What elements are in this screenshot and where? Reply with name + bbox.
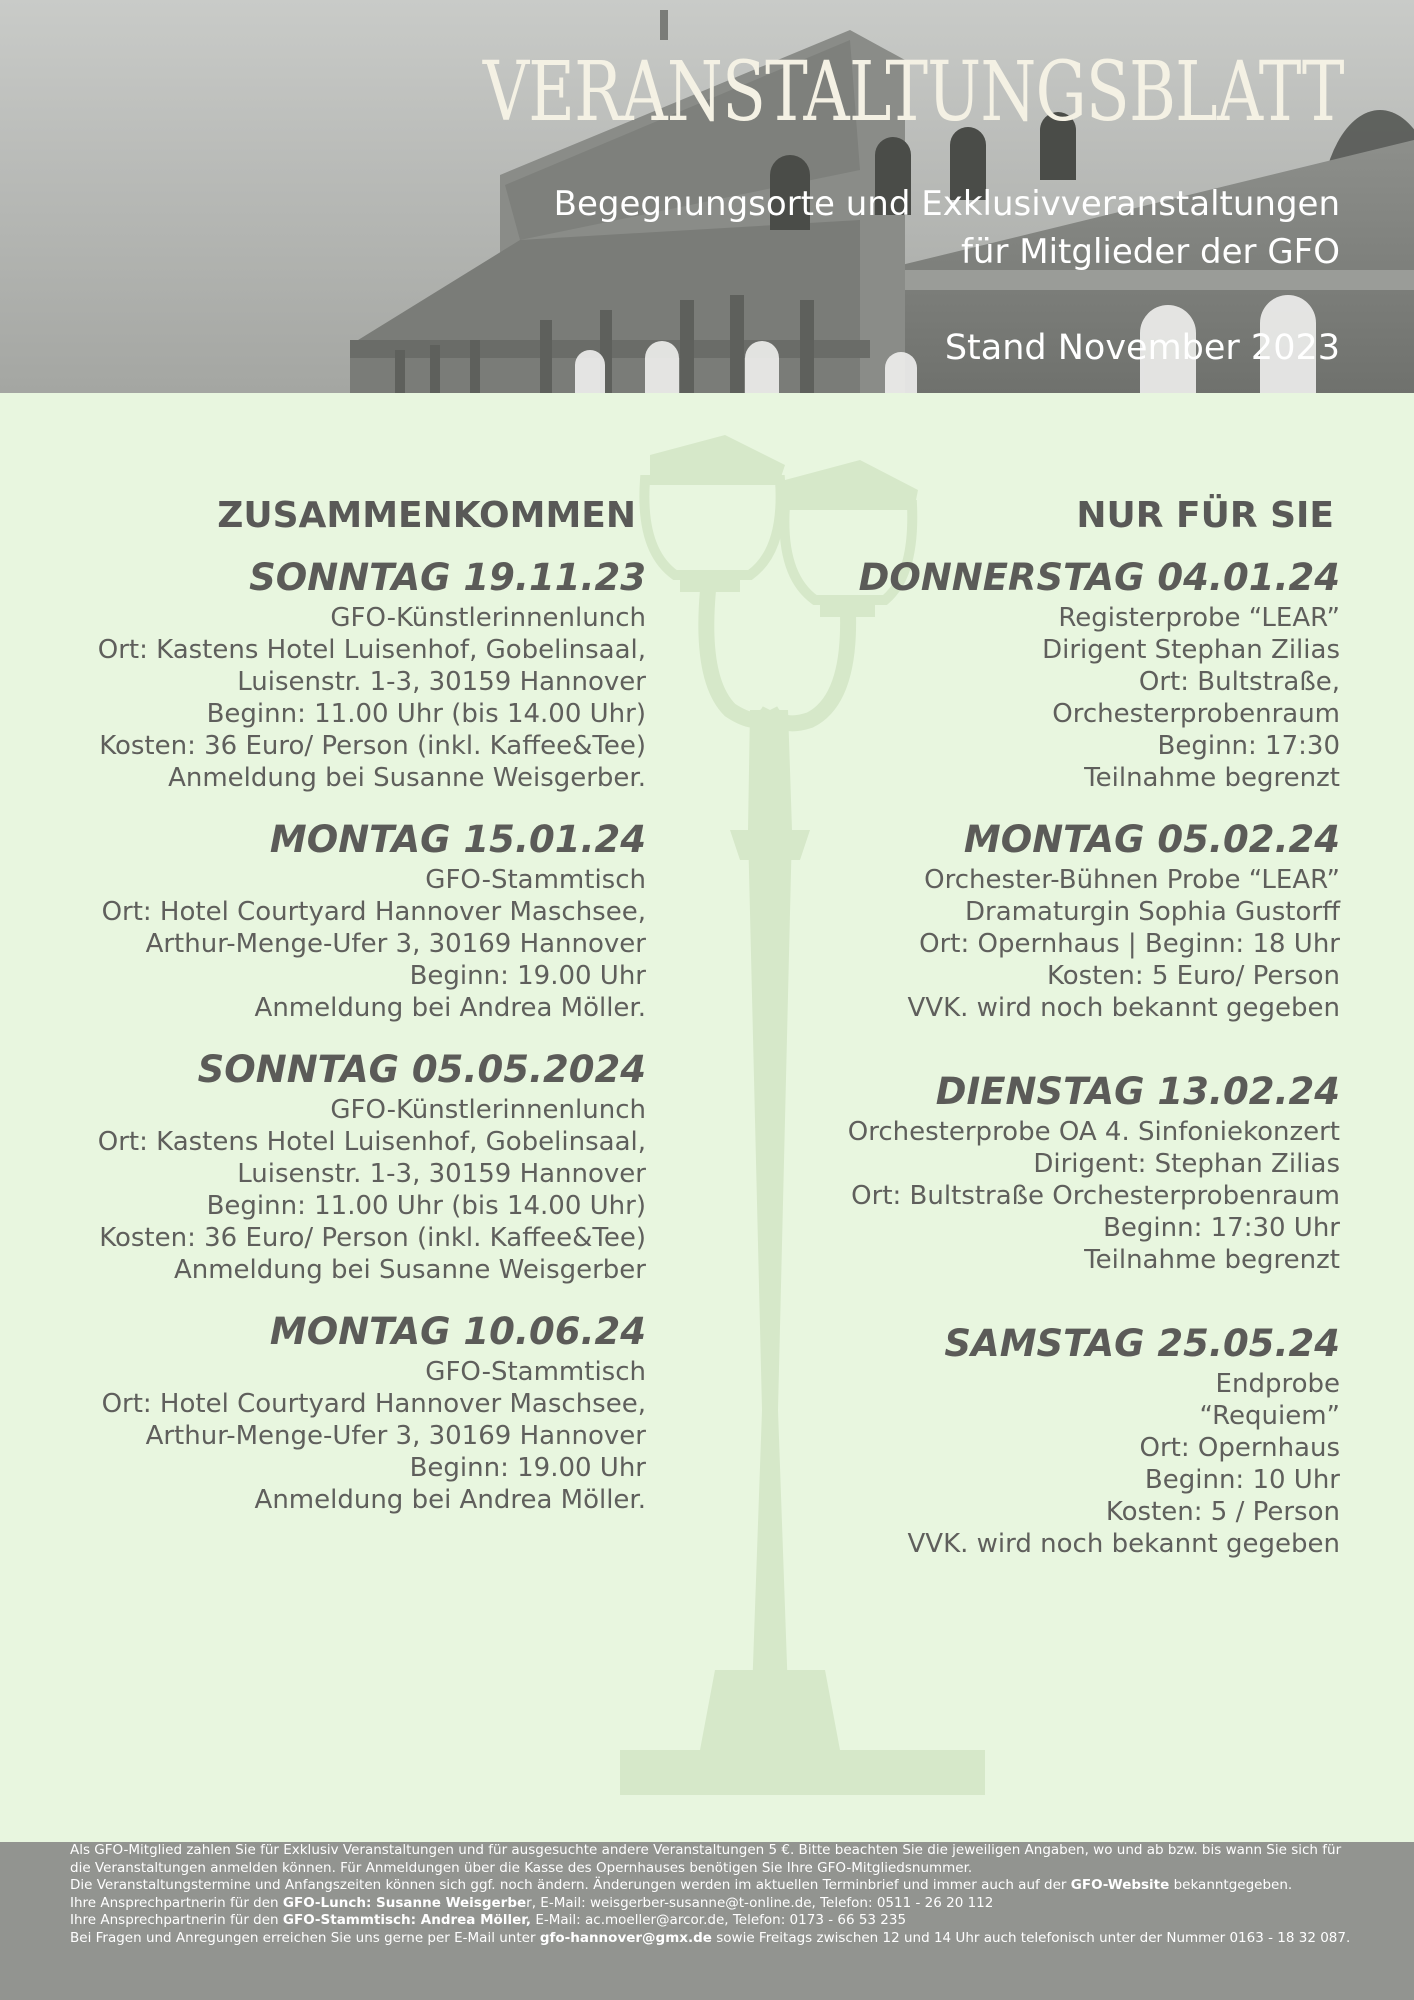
left-column-heading: ZUSAMMENKOMMEN [217, 495, 636, 536]
event-line: Endprobe [1215, 1369, 1340, 1399]
event-line: VVK. wird noch bekannt gegeben [907, 993, 1340, 1023]
event-line: Arthur-Menge-Ufer 3, 30169 Hannover [145, 929, 646, 959]
contact-email-link[interactable]: gfo-hannover@gmx.de [539, 1929, 712, 1946]
event-date: MONTAG 15.01.24 [269, 818, 646, 861]
event-date: DONNERSTAG 04.01.24 [858, 556, 1340, 599]
event-line: Ort: Hotel Courtyard Hannover Maschsee, [101, 897, 646, 927]
footer-text-run: Ihre Ansprechpartnerin für den [70, 1894, 283, 1911]
event-line: Orchester-Bühnen Probe “LEAR” [924, 865, 1340, 895]
event-line: GFO-Künstlerinnenlunch [330, 603, 646, 633]
event-line: Beginn: 17:30 Uhr [1103, 1213, 1340, 1243]
event-line: Anmeldung bei Susanne Weisgerber. [168, 763, 646, 793]
footer-bold-run: GFO-Stammtisch: Andrea Möller, [282, 1912, 532, 1928]
footer-text [70, 1842, 1360, 1947]
event-line: Beginn: 17:30 [1157, 731, 1340, 761]
event-line: GFO-Stammtisch [425, 865, 646, 895]
event-line: Dramaturgin Sophia Gustorff [965, 897, 1340, 927]
event-date: SAMSTAG 25.05.24 [944, 1322, 1340, 1365]
footer-info [0, 1842, 1414, 2000]
event-entry [740, 1068, 1340, 1276]
footer-text-run: E-Mail: ac.moeller@arcor.de, Telefon: 0173 - 66 53 235 [531, 1912, 907, 1928]
event-entry [6, 1308, 646, 1516]
event-entry [6, 1046, 646, 1286]
event-line: Ort: Hotel Courtyard Hannover Maschsee, [101, 1389, 646, 1419]
event-line: Beginn: 11.00 Uhr (bis 14.00 Uhr) [206, 1191, 646, 1221]
subtitle-line-1: Begegnungsorte und Exklusivveranstaltungen [553, 184, 1340, 224]
header-banner [0, 0, 1414, 393]
footer-text-run: Bei Fragen und Anregungen erreichen Sie uns gerne per E-Mail unter [70, 1929, 540, 1946]
stand-date: Stand November 2023 [944, 328, 1340, 368]
event-line: Ort: Bultstraße, [1138, 667, 1340, 697]
event-line: Ort: Kastens Hotel Luisenhof, Gobelinsaal, [97, 1127, 646, 1157]
event-line: Ort: Kastens Hotel Luisenhof, Gobelinsaal, [97, 635, 646, 665]
event-line: Beginn: 10 Uhr [1144, 1465, 1340, 1495]
event-line: VVK. wird noch bekannt gegeben [907, 1529, 1340, 1559]
event-line: Ort: Opernhaus [1139, 1433, 1340, 1463]
right-column-heading: NUR FÜR SIE [1076, 495, 1334, 536]
footer-paragraph [70, 1912, 1360, 1930]
event-line: Teilnahme begrenzt [1084, 763, 1340, 793]
event-entry [6, 554, 646, 794]
event-line: Orchesterprobenraum [1052, 699, 1340, 729]
footer-text-run: r, E-Mail: weisgerber-susanne@t-online.de, Telefon: 0511 - 26 20 112 [526, 1894, 994, 1911]
event-entry [740, 554, 1340, 794]
event-line: Orchesterprobe OA 4. Sinfoniekonzert [847, 1117, 1340, 1147]
event-date: SONNTAG 05.05.2024 [197, 1048, 646, 1091]
event-date: SONNTAG 19.11.23 [249, 556, 646, 599]
event-line: Luisenstr. 1-3, 30159 Hannover [237, 667, 646, 697]
footer-text-run: Die Veranstaltungstermine und Anfangszeiten können sich ggf. noch ändern. Änderungen werden im aktuellen Terminbrief und immer auch auf der [70, 1877, 1071, 1893]
footer-paragraph: Als GFO-Mitglied zahlen Sie für Exklusiv Veranstaltungen und für ausgesuchte andere Veranstaltungen 5 €. Bitte beachten Sie die jeweiligen Angaben, wo und ab bzw. bis wann Sie sich für die Veranstaltungen anmelden können. Für Anmeldungen über die Kasse des Opernhauses benötigen Sie Ihre GFO-Mitgliedsnummer. [70, 1842, 1342, 1876]
event-line: “Requiem” [1199, 1401, 1340, 1431]
event-line: Dirigent Stephan Zilias [1042, 635, 1340, 665]
event-entry [740, 816, 1340, 1024]
event-date: MONTAG 05.02.24 [963, 818, 1340, 861]
right-column [740, 495, 1340, 1582]
event-line: Ort: Opernhaus | Beginn: 18 Uhr [919, 929, 1340, 959]
footer-paragraph [70, 1895, 1360, 1913]
left-column [6, 495, 646, 1538]
gfo-website-link[interactable]: GFO-Website [1070, 1877, 1170, 1893]
event-line: Beginn: 11.00 Uhr (bis 14.00 Uhr) [206, 699, 646, 729]
event-line: Kosten: 36 Euro/ Person (inkl. Kaffee&Tee) [99, 1223, 646, 1253]
event-line: Luisenstr. 1-3, 30159 Hannover [237, 1159, 646, 1189]
event-line: Beginn: 19.00 Uhr [409, 1453, 646, 1483]
event-entry [740, 1320, 1340, 1560]
event-line: Registerprobe “LEAR” [1058, 603, 1340, 633]
footer-paragraph [70, 1930, 1360, 1948]
event-line: Anmeldung bei Andrea Möller. [254, 1485, 646, 1515]
event-entry [6, 816, 646, 1024]
footer-bold-run: GFO-Lunch: Susanne Weisgerbe [282, 1894, 527, 1911]
event-line: Beginn: 19.00 Uhr [409, 961, 646, 991]
event-line: Arthur-Menge-Ufer 3, 30169 Hannover [145, 1421, 646, 1451]
event-line: GFO-Künstlerinnenlunch [330, 1095, 646, 1125]
event-date: DIENSTAG 13.02.24 [935, 1070, 1340, 1113]
event-line: Teilnahme begrenzt [1084, 1245, 1340, 1275]
event-line: GFO-Stammtisch [425, 1357, 646, 1387]
event-line: Anmeldung bei Andrea Möller. [254, 993, 646, 1023]
event-date: MONTAG 10.06.24 [269, 1310, 646, 1353]
event-line: Dirigent: Stephan Zilias [1033, 1149, 1340, 1179]
event-line: Ort: Bultstraße Orchesterprobenraum [851, 1181, 1340, 1211]
event-line: Anmeldung bei Susanne Weisgerber [173, 1255, 646, 1285]
event-line: Kosten: 5 Euro/ Person [1046, 961, 1340, 991]
footer-text-run: bekanntgegeben. [1169, 1877, 1293, 1893]
footer-text-run: sowie Freitags zwischen 12 und 14 Uhr auch telefonisch unter der Nummer 0163 - 18 32 087. [711, 1929, 1351, 1946]
subtitle-line-2: für Mitglieder der GFO [960, 232, 1340, 272]
event-line: Kosten: 5 / Person [1105, 1497, 1340, 1527]
footer-paragraph [70, 1877, 1360, 1895]
footer-text-run: Ihre Ansprechpartnerin für den [70, 1912, 283, 1928]
event-line: Kosten: 36 Euro/ Person (inkl. Kaffee&Tee) [99, 731, 646, 761]
page-title: VERANSTALTUNGSBLATT [483, 45, 1344, 140]
